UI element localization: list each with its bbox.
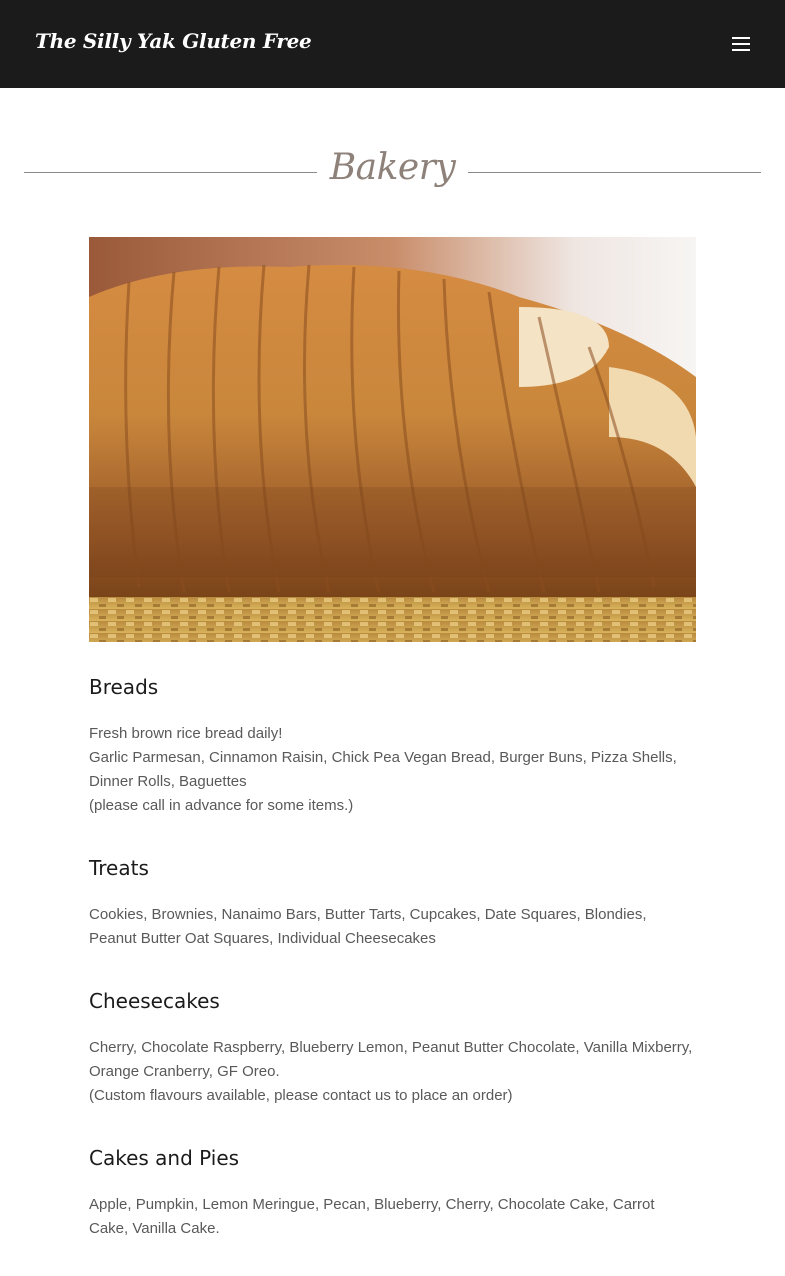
section-heading <box>24 145 761 201</box>
site-title-link[interactable]: The Silly Yak Gluten Free <box>35 29 312 53</box>
section-treats <box>89 853 696 951</box>
section-text: Cherry, Chocolate Raspberry, Blueberry Lemon, Peanut Butter Chocolate, Vanilla Mixberry, Orange Cranberry, GF Oreo. <box>89 1039 693 1080</box>
section-breads <box>89 672 696 818</box>
hero-image <box>89 237 696 642</box>
bread-loaf-image <box>89 237 696 642</box>
heading-divider-left <box>24 172 317 173</box>
section-text: (please call in advance for some items.) <box>89 797 354 814</box>
section-text: Cookies, Brownies, Nanaimo Bars, Butter Tarts, Cupcakes, Date Squares, Blondies, Peanut Butter Oat Squares, Individual Cheesecakes <box>89 906 647 947</box>
section-text: Fresh brown rice bread daily! <box>89 725 283 742</box>
section-cheesecakes <box>89 986 696 1108</box>
hamburger-menu-icon <box>732 37 750 39</box>
hamburger-menu-icon <box>732 49 750 51</box>
section-cakes-and-pies <box>89 1143 696 1241</box>
page-title: Bakery <box>329 147 456 188</box>
heading-divider-right <box>468 172 761 173</box>
section-title: Treats <box>89 856 149 880</box>
section-title: Cakes and Pies <box>89 1146 240 1170</box>
section-text: Garlic Parmesan, Cinnamon Raisin, Chick Pea Vegan Bread, Burger Buns, Pizza Shells, Dinner Rolls, Baguettes <box>89 749 677 790</box>
section-title: Cheesecakes <box>89 989 220 1013</box>
section-title: Breads <box>89 675 159 699</box>
site-header <box>0 0 785 88</box>
hamburger-menu-button[interactable] <box>727 31 755 57</box>
hamburger-menu-icon <box>732 43 750 45</box>
menu-content <box>89 672 696 1241</box>
section-text: (Custom flavours available, please contact us to place an order) <box>89 1087 513 1104</box>
section-text: Apple, Pumpkin, Lemon Meringue, Pecan, Blueberry, Cherry, Chocolate Cake, Carrot Cake, Vanilla Cake. <box>89 1196 655 1237</box>
